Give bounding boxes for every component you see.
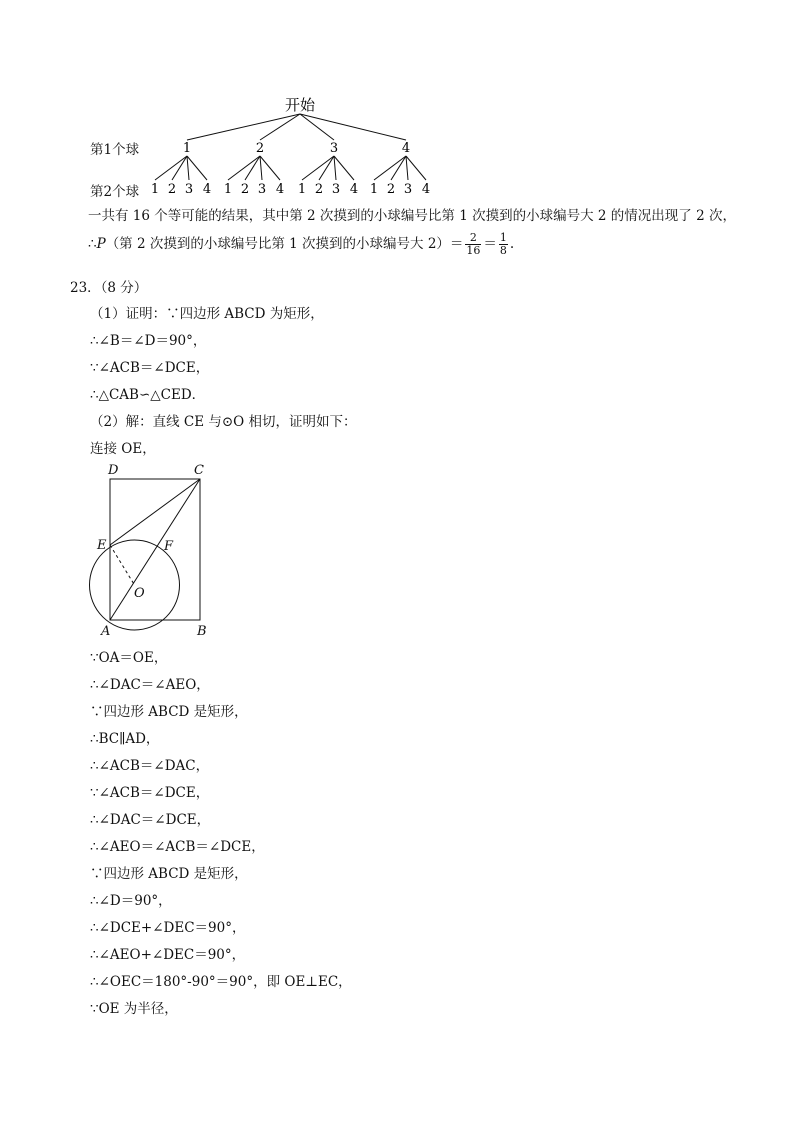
tree-branch-3-3 — [334, 156, 336, 180]
second-ball-3-2: 2 — [314, 182, 324, 197]
tree-branch-3-4 — [334, 156, 354, 180]
tree-level1 — [183, 141, 410, 156]
second-ball-4-1: 1 — [369, 182, 379, 197]
step-line-10: ∴∠D＝90°， — [90, 893, 172, 909]
part1-line-4: ∴△CAB∽△CED． — [90, 387, 206, 403]
tree-branch-4-2 — [391, 156, 406, 180]
first-ball-4: 4 — [401, 141, 411, 156]
step-line-5: ∴∠ACB＝∠DAC， — [90, 758, 210, 774]
part1-line-3: ∵∠ACB＝∠DCE， — [90, 360, 210, 376]
second-ball-4-2: 2 — [386, 182, 396, 197]
tree-branch-4-3 — [406, 156, 408, 180]
tree-branch-root-1 — [187, 114, 300, 140]
result-summary: 一共有 16 个等可能的结果，其中第 2 次摸到的小球编号比第 1 次摸到的小球编号大 2 的情况出现了 2 次， — [88, 208, 736, 224]
part2-intro-line-2: 连接 OE， — [90, 441, 156, 457]
first-ball-2: 2 — [255, 141, 265, 156]
second-ball-3-3: 3 — [331, 182, 341, 197]
tree-level2-label: 第2个球 — [90, 184, 140, 200]
step-line-7: ∴∠DAC＝∠DCE， — [90, 812, 211, 828]
second-ball-3-1: 1 — [297, 182, 307, 197]
label-f: F — [164, 539, 174, 554]
second-ball-2-2: 2 — [240, 182, 250, 197]
fraction-2-16: $\frac{2}{16}$ — [466, 231, 481, 257]
tree-branch-2-3 — [260, 156, 262, 180]
second-ball-2-4: 4 — [275, 182, 285, 197]
first-ball-1: 1 — [182, 141, 192, 156]
tree-level1-label: 第1个球 — [90, 142, 140, 158]
step-line-4: ∴BC∥AD， — [90, 731, 160, 747]
step-line-3: ∵四边形 ABCD 是矩形， — [90, 704, 248, 720]
tree-branch-1-1 — [155, 156, 187, 180]
tree-branch-2-4 — [260, 156, 280, 180]
step-line-14: ∵OE 为半径， — [90, 1001, 178, 1017]
second-ball-1-2: 2 — [167, 182, 177, 197]
tree-branch-4-4 — [406, 156, 426, 180]
step-line-9: ∵四边形 ABCD 是矩形， — [90, 866, 248, 882]
tree-branch-4-1 — [374, 156, 406, 180]
step-line-8: ∴∠AEO＝∠ACB＝∠DCE， — [90, 839, 265, 855]
part1-line-1: （1）证明：∵四边形 ABCD 为矩形， — [90, 306, 324, 322]
step-line-6: ∵∠ACB＝∠DCE， — [90, 785, 210, 801]
second-ball-2-1: 1 — [223, 182, 233, 197]
step-line-13: ∴∠OEC＝180°-90°＝90°，即 OE⊥EC， — [90, 974, 352, 990]
tree-branch-1-2 — [172, 156, 187, 180]
second-ball-4-3: 3 — [403, 182, 413, 197]
fraction-1-8: $\frac{1}{8}$ — [499, 231, 507, 257]
second-ball-1-3: 3 — [184, 182, 194, 197]
tree-branch-1-4 — [187, 156, 207, 180]
label-d: D — [108, 463, 119, 478]
second-ball-2-3: 3 — [257, 182, 267, 197]
label-a: A — [101, 624, 111, 639]
segment-oe — [110, 545, 135, 585]
second-ball-4-4: 4 — [421, 182, 431, 197]
label-c: C — [194, 463, 204, 478]
label-b: B — [197, 624, 207, 639]
tree-branch-3-2 — [319, 156, 334, 180]
figure-labels — [96, 463, 207, 639]
tree-branch-root-4 — [300, 114, 406, 140]
step-line-2: ∴∠DAC＝∠AEO， — [90, 677, 210, 693]
probability-line: ∴P（第 2 次摸到的小球编号比第 1 次摸到的小球编号大 2）＝ $\frac{2}{16}$ ＝ $\frac{1}{8}$ . — [88, 231, 515, 257]
first-ball-3: 3 — [329, 141, 339, 156]
segment-ec — [110, 479, 200, 545]
second-ball-1-4: 4 — [202, 182, 212, 197]
step-line-12: ∴∠AEO+∠DEC＝90°， — [90, 947, 246, 963]
tree-root-label: 开始 — [284, 96, 316, 114]
part1-line-2: ∴∠B＝∠D＝90°， — [90, 333, 207, 349]
part2-intro-line-1: （2）解：直线 CE 与⊙O 相切，证明如下： — [90, 414, 357, 430]
tree-branch-root-2 — [260, 114, 300, 140]
tree-branch-3-1 — [302, 156, 334, 180]
tree-branch-2-1 — [228, 156, 260, 180]
second-ball-3-4: 4 — [349, 182, 359, 197]
label-e: E — [97, 538, 107, 553]
geometry-figure — [90, 479, 201, 630]
label-o: O — [134, 586, 145, 601]
second-ball-1-1: 1 — [150, 182, 160, 197]
tree-branch-2-2 — [245, 156, 260, 180]
tree-branches — [155, 114, 426, 180]
diagonal-ac — [110, 479, 200, 620]
tree-level2 — [151, 182, 430, 197]
question-23-header: 23．（8 分） — [70, 280, 148, 296]
step-line-1: ∵OA＝OE， — [90, 650, 168, 666]
tree-branch-1-3 — [187, 156, 189, 180]
step-line-11: ∴∠DCE+∠DEC＝90°， — [90, 920, 246, 936]
